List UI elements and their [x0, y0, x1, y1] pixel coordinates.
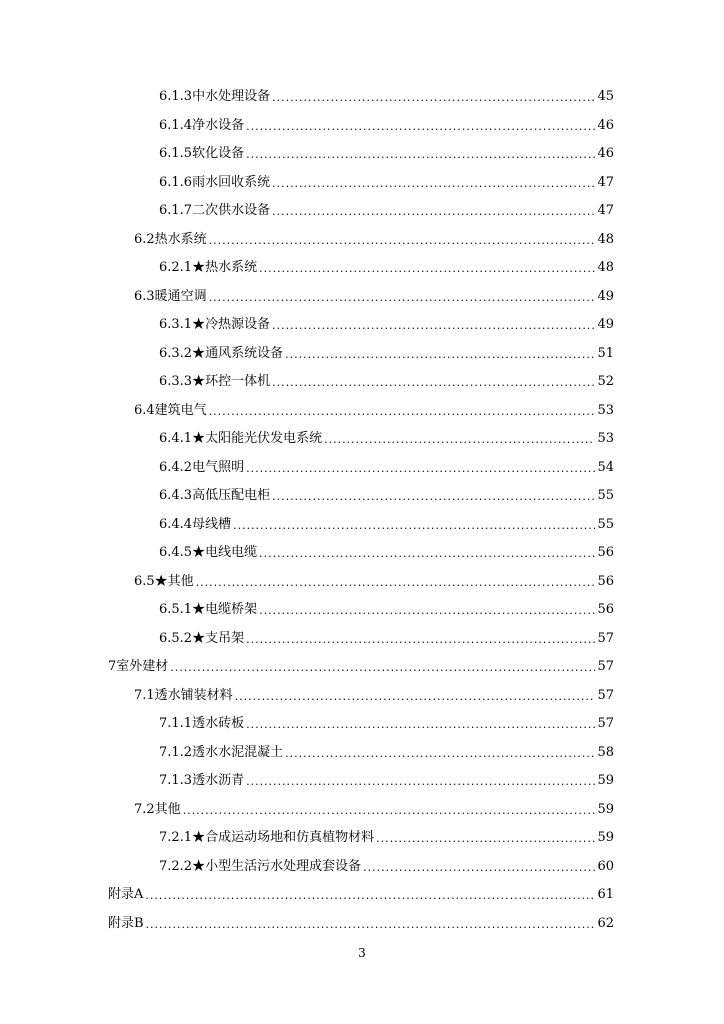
toc-entry-title: 6.3暖通空调 — [134, 288, 207, 304]
toc-entry[interactable] — [159, 625, 614, 647]
toc-entry-title: 7.1透水铺装材料 — [134, 687, 233, 703]
dot-leader — [363, 861, 595, 875]
toc-entry-title: 6.4建筑电气 — [134, 402, 207, 418]
toc-entry-title: 6.5.1★电缆桥架 — [159, 602, 258, 617]
toc-entry-page: 46 — [597, 146, 614, 161]
toc-entry[interactable] — [159, 112, 614, 134]
toc-entry-page: 55 — [597, 516, 614, 532]
toc-entry-title: 7.2.1★合成运动场地和仿真植物材料 — [159, 830, 375, 845]
dot-leader — [145, 889, 595, 903]
toc-entry-page: 59 — [597, 801, 614, 817]
toc-entry-page: 47 — [597, 174, 614, 190]
toc-entry-page: 61 — [597, 887, 614, 902]
toc-entry-title: 7室外建材 — [108, 659, 169, 674]
toc-entry[interactable] — [159, 539, 614, 561]
toc-entry-page: 52 — [597, 374, 614, 389]
dot-leader — [246, 718, 595, 732]
toc-entry-title: 附录A — [108, 887, 144, 902]
toc-entry-title: 6.5.2★支吊架 — [159, 630, 245, 646]
toc-entry-page: 45 — [597, 89, 614, 104]
toc-entry[interactable] — [159, 710, 614, 732]
toc-entry-page: 58 — [597, 744, 614, 760]
toc-entry-title: 7.1.3透水沥青 — [159, 773, 245, 788]
toc-entry-page: 57 — [597, 659, 614, 674]
toc-entry-page: 57 — [597, 687, 614, 703]
dot-leader — [259, 604, 595, 618]
toc-entry[interactable] — [159, 511, 614, 533]
toc-entry[interactable] — [108, 910, 614, 932]
toc-entry[interactable] — [159, 824, 614, 846]
toc-entry-title: 6.1.4净水设备 — [159, 117, 245, 133]
toc-entry-title: 6.2.1★热水系统 — [159, 260, 258, 275]
toc-entry[interactable] — [159, 140, 614, 162]
dot-leader — [272, 490, 595, 504]
toc-entry-title: 7.2.2★小型生活污水处理成套设备 — [159, 858, 362, 874]
toc-entry-title: 7.2其他 — [134, 801, 181, 817]
toc-entry-page: 59 — [597, 773, 614, 788]
dot-leader — [376, 832, 595, 846]
dot-leader — [272, 376, 595, 390]
dot-leader — [209, 405, 596, 419]
toc-entry-title: 6.4.1★太阳能光伏发电系统 — [159, 431, 323, 446]
dot-leader — [183, 804, 596, 818]
toc-entry[interactable] — [159, 197, 614, 219]
toc-entry-page: 49 — [597, 288, 614, 304]
dot-leader — [272, 177, 595, 191]
dot-leader — [246, 633, 595, 647]
toc-entry[interactable] — [159, 425, 614, 447]
toc-entry[interactable] — [159, 311, 614, 333]
toc-entry-title: 6.4.5★电线电缆 — [159, 545, 258, 560]
toc-entry-page: 48 — [597, 231, 614, 247]
toc-entry-page: 54 — [597, 459, 614, 475]
toc-entry[interactable] — [159, 169, 614, 191]
toc-entry-page: 59 — [597, 830, 614, 845]
dot-leader — [235, 690, 596, 704]
toc-entry-title: 6.2热水系统 — [134, 231, 207, 247]
toc-entry[interactable] — [134, 283, 614, 305]
toc-entry-page: 49 — [597, 317, 614, 332]
dot-leader — [272, 319, 595, 333]
toc-entry[interactable] — [134, 226, 614, 248]
toc-entry[interactable] — [159, 596, 614, 618]
toc-entry-page: 56 — [597, 602, 614, 617]
toc-entry[interactable] — [159, 853, 614, 875]
toc-entry-title: 附录B — [108, 915, 144, 931]
toc-entry-page: 55 — [597, 488, 614, 503]
toc-entry-page: 47 — [597, 203, 614, 218]
toc-entry-title: 6.1.7二次供水设备 — [159, 203, 271, 218]
toc-entry-title: 6.1.3中水处理设备 — [159, 89, 271, 104]
toc-entry[interactable] — [159, 767, 614, 789]
toc-entry[interactable] — [159, 482, 614, 504]
toc-entry[interactable] — [159, 340, 614, 362]
toc-entry-page: 62 — [597, 915, 614, 931]
toc-entry-title: 6.4.3高低压配电柜 — [159, 488, 271, 503]
dot-leader — [246, 775, 595, 789]
toc-entry-title: 6.3.3★环控一体机 — [159, 374, 271, 389]
toc-entry-title: 6.3.1★冷热源设备 — [159, 317, 271, 332]
dot-leader — [272, 205, 595, 219]
toc-entry[interactable] — [134, 796, 614, 818]
dot-leader — [233, 519, 595, 533]
dot-leader — [246, 462, 595, 476]
dot-leader — [285, 348, 595, 362]
dot-leader — [324, 433, 595, 447]
toc-entry-title: 6.5★其他 — [134, 573, 194, 589]
toc-entry-title: 7.1.2透水水泥混凝土 — [159, 744, 284, 760]
dot-leader — [259, 262, 595, 276]
toc-entry[interactable] — [159, 254, 614, 276]
toc-entry[interactable] — [159, 454, 614, 476]
toc-entry-page: 51 — [597, 345, 614, 361]
dot-leader — [246, 120, 595, 134]
dot-leader — [259, 547, 595, 561]
dot-leader — [196, 576, 596, 590]
toc-entry-title: 6.4.2电气照明 — [159, 459, 245, 475]
toc-entry-page: 57 — [597, 630, 614, 646]
toc-entry[interactable] — [134, 682, 614, 704]
toc-entry[interactable] — [159, 368, 614, 390]
toc-entry-title: 6.4.4母线槽 — [159, 516, 232, 532]
toc-entry-page: 60 — [597, 858, 614, 874]
dot-leader — [285, 747, 595, 761]
dot-leader — [246, 148, 595, 162]
toc-entry-page: 56 — [597, 545, 614, 560]
toc-entry[interactable] — [134, 568, 614, 590]
toc-entry-title: 7.1.1透水砖板 — [159, 716, 245, 731]
toc-entry-page: 53 — [597, 431, 614, 446]
toc-entry[interactable] — [108, 653, 614, 675]
dot-leader — [209, 234, 596, 248]
toc-entry[interactable] — [159, 83, 614, 105]
dot-leader — [272, 91, 595, 105]
toc-entry-title: 6.1.5软化设备 — [159, 146, 245, 161]
toc-entry-page: 53 — [597, 402, 614, 418]
toc-entry-page: 57 — [597, 716, 614, 731]
dot-leader — [170, 661, 595, 675]
dot-leader — [209, 291, 596, 305]
toc-entry[interactable] — [159, 739, 614, 761]
toc-entry[interactable] — [108, 881, 614, 903]
dot-leader — [146, 918, 596, 932]
toc-entry-page: 46 — [597, 117, 614, 133]
toc-entry-title: 6.1.6雨水回收系统 — [159, 174, 271, 190]
toc-entry-page: 48 — [597, 260, 614, 275]
toc-entry-page: 56 — [597, 573, 614, 589]
toc-entry-title: 6.3.2★通风系统设备 — [159, 345, 284, 361]
page-number: 3 — [358, 946, 366, 960]
toc-entry[interactable] — [134, 397, 614, 419]
